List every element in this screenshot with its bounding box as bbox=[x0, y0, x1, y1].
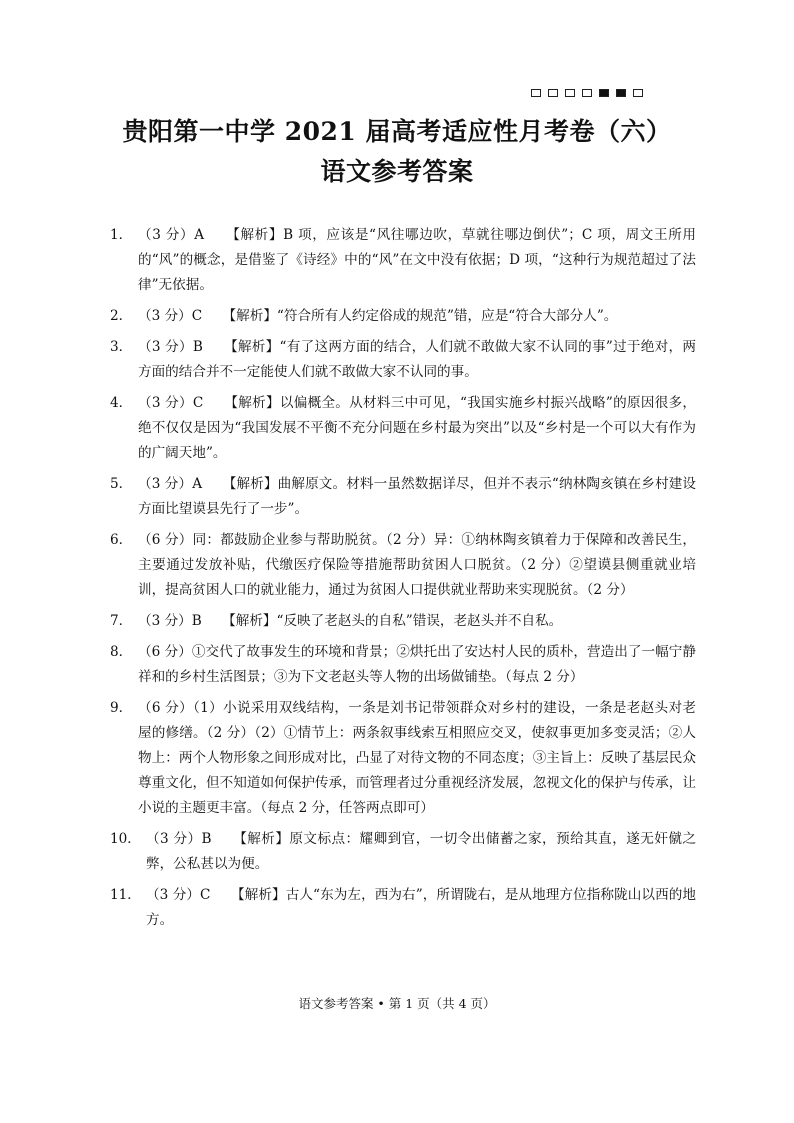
answer-item bbox=[110, 609, 696, 634]
item-text: （3 分）B 【解析】“有了这两方面的结合，人们就不敢做大家不认同的事”过于绝对，两方面的结合并不一定能使人们就不敢做大家不认同的事。 bbox=[138, 339, 696, 380]
page-footer: 语文参考答案 • 第 1 页（共 4 页） bbox=[298, 996, 496, 1011]
item-text: （3 分）C 【解析】以偏概全。从材料三中可见，“我国实施乡村振兴战略”的原因很多，绝不仅仅是因为“我国发展不平衡不充分问题在乡村最为突出”以及“乡村是一个可以大有作为的广阔天地”。 bbox=[138, 395, 696, 461]
empty-square-mark bbox=[548, 89, 558, 97]
answer-item bbox=[110, 335, 696, 385]
filled-square-mark bbox=[616, 89, 626, 97]
item-text: （3 分）B 【解析】原文标点：耀卿到官，一切令出储蓄之家，预给其直，遂无奸僦之弊，公私甚以为便。 bbox=[146, 831, 696, 872]
item-text: （3 分）B 【解析】“反映了老赵头的自私”错误，老赵头并不自私。 bbox=[138, 613, 563, 629]
item-text: （3 分）A 【解析】B 项，应该是“风往哪边吹，草就往哪边倒伏”；C 项，周文王所用的“风”的概念，是借鉴了《诗经》中的“风”在文中没有依据；D 项，“这种行为规范超过了法律”无依据。 bbox=[138, 227, 696, 293]
exam-subtitle: 语文参考答案 bbox=[320, 157, 474, 186]
answer-list bbox=[110, 223, 696, 939]
exam-title: 贵阳第一中学 2021 届高考适应性月考卷（六） bbox=[122, 117, 672, 146]
item-number: 5． bbox=[110, 476, 133, 492]
item-text: （6 分）（1）小说采用双线结构，一条是刘书记带领群众对乡村的建设，一条是老赵头对老屋的修缮。（2 分）（2）①情节上：两条叙事线索互相照应交叉，使叙事更加多变灵活；②人物上：两个人物形象之间形成对比，凸显了对待文物的不同态度；③主旨上：反映了基层民众尊重文化，但不知道如何保护传承，而管理者过分重视经济发展，忽视文化的保护与传承，让小说的主题更丰富。（每点 2 分，任答两点即可） bbox=[138, 700, 696, 816]
item-number: 4． bbox=[110, 395, 133, 411]
empty-square-mark bbox=[582, 89, 592, 97]
item-number: 3． bbox=[110, 339, 133, 355]
answer-item bbox=[110, 640, 696, 690]
item-text: （6 分）①交代了故事发生的环境和背景；②烘托出了安达村人民的质朴，营造出了一幅宁静祥和的乡村生活图景；③为下文老赵头等人物的出场做铺垫。（每点 2 分） bbox=[138, 644, 696, 685]
item-number: 6． bbox=[110, 532, 133, 548]
empty-square-mark bbox=[633, 89, 643, 97]
item-number: 11． bbox=[110, 887, 141, 903]
header-marks bbox=[531, 89, 643, 97]
answer-item bbox=[110, 827, 696, 877]
answer-item bbox=[110, 391, 696, 466]
item-text: （3 分）A 【解析】曲解原文。材料一虽然数据详尽，但并不表示“纳林陶亥镇在乡村建设方面比望谟县先行了一步”。 bbox=[138, 476, 696, 517]
item-number: 1． bbox=[110, 227, 133, 243]
item-number: 10． bbox=[110, 831, 141, 847]
answer-item bbox=[110, 528, 696, 603]
item-number: 7． bbox=[110, 613, 133, 629]
answer-item bbox=[110, 883, 696, 933]
empty-square-mark bbox=[531, 89, 541, 97]
item-number: 8． bbox=[110, 644, 133, 660]
item-number: 9． bbox=[110, 700, 133, 716]
answer-item bbox=[110, 696, 696, 821]
empty-square-mark bbox=[565, 89, 575, 97]
item-text: （6 分）同：都鼓励企业参与帮助脱贫。（2 分）异：①纳林陶亥镇着力于保障和改善民生，主要通过发放补贴，代缴医疗保险等措施帮助贫困人口脱贫。（2 分）②望谟县侧重就业培训，提高贫困人口的就业能力，通过为贫困人口提供就业帮助来实现脱贫。（2 分） bbox=[138, 532, 696, 598]
filled-square-mark bbox=[599, 89, 609, 97]
item-text: （3 分）C 【解析】古人“东为左，西为右”，所谓陇右，是从地理方位指称陇山以西的地方。 bbox=[146, 887, 696, 928]
answer-item bbox=[110, 304, 696, 329]
answer-item bbox=[110, 223, 696, 298]
item-number: 2． bbox=[110, 308, 133, 324]
answer-item bbox=[110, 472, 696, 522]
item-text: （3 分）C 【解析】“符合所有人约定俗成的规范”错，应是“符合大部分人”。 bbox=[138, 308, 618, 324]
